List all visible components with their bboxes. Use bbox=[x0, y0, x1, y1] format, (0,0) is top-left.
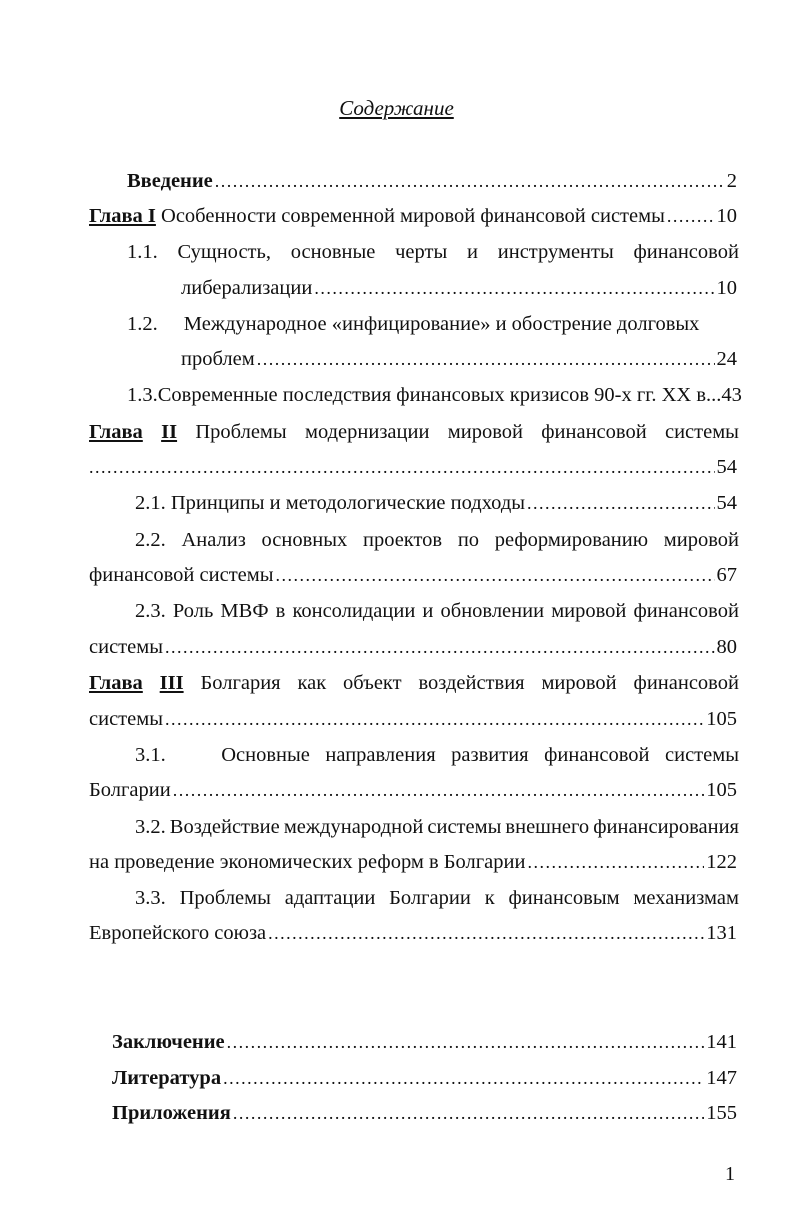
entry-text: Болгарии bbox=[89, 779, 171, 801]
title-word: Сущность, bbox=[177, 241, 271, 263]
entry-label: Заключение bbox=[112, 1031, 225, 1053]
entry-page: 54 bbox=[716, 456, 737, 478]
chapter-numeral: II bbox=[161, 421, 178, 443]
entry-text: Европейского союза bbox=[89, 922, 267, 944]
entry-text: 2.1. Принципы и методологические подходы bbox=[135, 492, 526, 514]
title-word: системы bbox=[664, 421, 739, 443]
title-word: Проблемы bbox=[179, 887, 271, 909]
dot-leader bbox=[227, 1029, 705, 1055]
entry-text: либерализации bbox=[181, 277, 313, 299]
entry-text: проблем bbox=[181, 348, 255, 370]
title-word: финансовой bbox=[544, 744, 650, 766]
toc-entry-1-3[interactable] bbox=[127, 382, 742, 408]
toc-title: Содержание bbox=[339, 96, 454, 120]
title-word: основных bbox=[261, 529, 348, 551]
title-word: мировой bbox=[541, 672, 617, 694]
title-word: развития bbox=[451, 744, 529, 766]
title-word: направления bbox=[325, 744, 436, 766]
entry-page: 147 bbox=[706, 1067, 737, 1089]
title-word: Анализ bbox=[181, 529, 246, 551]
chapter-title: Особенности современной мировой финансовой системы bbox=[161, 205, 665, 227]
entry-page: 122 bbox=[706, 851, 737, 873]
entry-page: 24 bbox=[716, 348, 737, 370]
toc-entry-appendices[interactable] bbox=[112, 1100, 737, 1126]
entry-text: Современные последствия финансовых кризисов 90-х гг. XX в... bbox=[157, 384, 722, 406]
entry-page: 105 bbox=[706, 708, 737, 730]
toc-entry-introduction[interactable] bbox=[127, 168, 737, 194]
title-word: как bbox=[297, 672, 327, 694]
title-word: черты bbox=[395, 241, 448, 263]
entry-page: 10 bbox=[716, 277, 737, 299]
entry-text: системы bbox=[89, 708, 163, 730]
entry-page: 10 bbox=[716, 205, 737, 227]
title-word: механизмам bbox=[633, 887, 739, 909]
title-word: МВФ bbox=[220, 600, 269, 622]
section-number: 3.1. bbox=[135, 744, 166, 766]
title-word: Проблемы bbox=[195, 421, 287, 443]
chapter-label: Глава bbox=[89, 672, 143, 694]
toc-entry-literature[interactable] bbox=[112, 1065, 737, 1091]
title-word: модернизации bbox=[304, 421, 430, 443]
toc-entry-3-3[interactable] bbox=[135, 885, 739, 911]
title-word: финансовой bbox=[633, 600, 739, 622]
entry-page: 141 bbox=[706, 1031, 737, 1053]
entry-page: 67 bbox=[716, 564, 737, 586]
dot-leader bbox=[165, 706, 704, 732]
title-word: финансовой bbox=[633, 672, 739, 694]
dot-leader bbox=[268, 920, 704, 946]
toc-entry-2-3-cont[interactable] bbox=[89, 634, 737, 660]
title-word: Основные bbox=[221, 744, 310, 766]
dot-leader bbox=[165, 634, 715, 660]
section-number: 1.1. bbox=[127, 241, 158, 263]
title-word: и bbox=[422, 600, 434, 622]
title-word: финансовой bbox=[633, 241, 739, 263]
entry-page: 131 bbox=[706, 922, 737, 944]
toc-entry-2-1[interactable] bbox=[135, 490, 737, 516]
title-word: системы bbox=[665, 744, 739, 766]
toc-entry-3-3-cont[interactable] bbox=[89, 920, 737, 946]
chapter-numeral: III bbox=[159, 672, 184, 694]
dot-leader bbox=[527, 849, 704, 875]
section-number: 3.2. bbox=[135, 816, 166, 838]
section-number: 1.2. bbox=[127, 313, 158, 335]
toc-entry-2-2-cont[interactable] bbox=[89, 562, 737, 588]
dot-leader bbox=[233, 1100, 704, 1126]
dot-leader bbox=[215, 168, 725, 194]
toc-entry-chapter-3-cont[interactable] bbox=[89, 706, 737, 732]
toc-entry-1-1-cont[interactable] bbox=[181, 275, 737, 301]
dot-leader bbox=[89, 454, 715, 480]
entry-label: Приложения bbox=[112, 1102, 231, 1124]
entry-page: 80 bbox=[716, 636, 737, 658]
title-word: объект bbox=[343, 672, 402, 694]
title-word: Воздействие bbox=[169, 816, 280, 838]
chapter-label: Глава I bbox=[89, 205, 156, 227]
toc-entry-2-2[interactable] bbox=[135, 527, 739, 553]
title-word: обновлении bbox=[440, 600, 545, 622]
title-word: инструменты bbox=[497, 241, 614, 263]
toc-entry-3-2-cont[interactable] bbox=[89, 849, 737, 875]
title-word: консолидации bbox=[292, 600, 416, 622]
toc-entry-chapter-2[interactable] bbox=[89, 419, 739, 445]
toc-entry-2-3[interactable] bbox=[135, 598, 739, 624]
dot-leader bbox=[276, 562, 715, 588]
toc-entry-3-1[interactable] bbox=[135, 742, 739, 768]
title-word: мировой bbox=[447, 421, 523, 443]
entry-page: 43 bbox=[721, 384, 742, 406]
toc-entry-chapter-3[interactable] bbox=[89, 670, 739, 696]
title-word: Болгария bbox=[200, 672, 281, 694]
entry-page: 105 bbox=[706, 779, 737, 801]
dot-leader bbox=[173, 777, 705, 803]
toc-entry-3-2[interactable] bbox=[135, 814, 739, 840]
entry-text: Международное «инфицирование» и обострение долговых bbox=[183, 313, 700, 335]
entry-label: Введение bbox=[127, 170, 213, 192]
page-number: 1 bbox=[725, 1163, 735, 1185]
section-number: 2.3. bbox=[135, 600, 166, 622]
dot-leader bbox=[314, 275, 714, 301]
title-word: мировой bbox=[551, 600, 627, 622]
title-word: финансовым bbox=[508, 887, 620, 909]
toc-entry-1-2-cont[interactable] bbox=[181, 346, 737, 372]
toc-entry-1-1[interactable] bbox=[127, 239, 739, 265]
entry-text: финансовой системы bbox=[89, 564, 274, 586]
title-word: международной bbox=[283, 816, 424, 838]
entry-page: 155 bbox=[706, 1102, 737, 1124]
title-word: адаптации bbox=[284, 887, 376, 909]
title-word: по bbox=[457, 529, 480, 551]
entry-page: 54 bbox=[716, 492, 737, 514]
toc-entry-chapter-2-cont[interactable] bbox=[89, 454, 737, 480]
title-word: воздействия bbox=[418, 672, 525, 694]
toc-entry-3-1-cont[interactable] bbox=[89, 777, 737, 803]
title-word: реформированию bbox=[494, 529, 649, 551]
section-number: 2.2. bbox=[135, 529, 166, 551]
entry-text: на проведение экономических реформ в Болгарии bbox=[89, 851, 526, 873]
section-number: 1.3. bbox=[127, 384, 158, 406]
title-word: к bbox=[484, 887, 495, 909]
title-word: в bbox=[275, 600, 286, 622]
toc-entry-1-2[interactable] bbox=[127, 311, 739, 337]
dot-leader bbox=[667, 203, 715, 229]
title-word: финансирования bbox=[593, 816, 739, 838]
entry-label: Литература bbox=[112, 1067, 222, 1089]
dot-leader bbox=[223, 1065, 704, 1091]
title-word: финансовой bbox=[541, 421, 647, 443]
entry-text: системы bbox=[89, 636, 163, 658]
dot-leader bbox=[257, 346, 715, 372]
chapter-label: Глава bbox=[89, 421, 143, 443]
toc-entry-conclusion[interactable] bbox=[112, 1029, 737, 1055]
title-word: основные bbox=[290, 241, 376, 263]
toc-entry-chapter-1[interactable] bbox=[89, 203, 737, 229]
title-word: Роль bbox=[172, 600, 214, 622]
title-word: мировой bbox=[663, 529, 739, 551]
title-word: системы bbox=[427, 816, 502, 838]
entry-page: 2 bbox=[726, 170, 737, 192]
title-word: проектов bbox=[362, 529, 443, 551]
title-word: и bbox=[467, 241, 478, 263]
dot-leader bbox=[527, 490, 714, 516]
section-number: 3.3. bbox=[135, 887, 166, 909]
title-word: внешнего bbox=[505, 816, 590, 838]
title-word: Болгарии bbox=[389, 887, 471, 909]
